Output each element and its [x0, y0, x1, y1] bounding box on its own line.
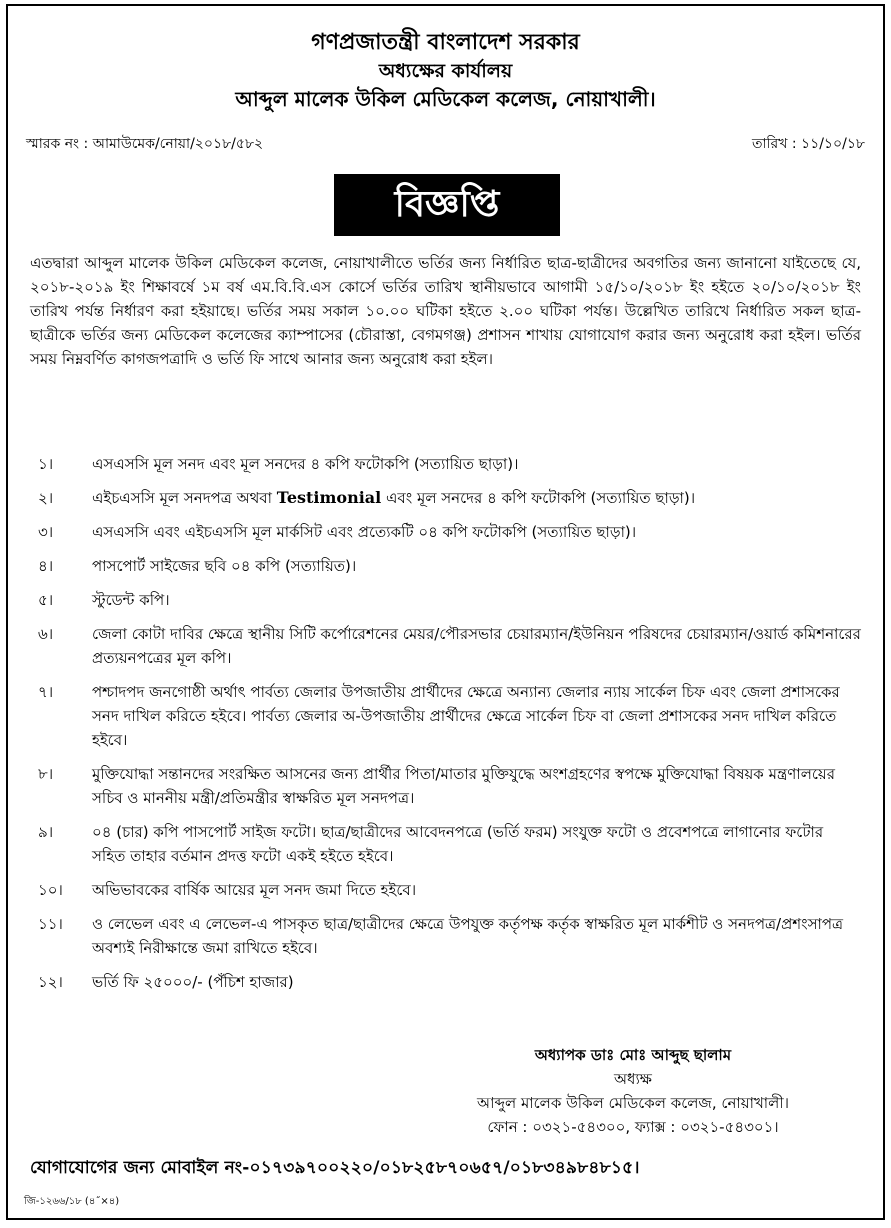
list-item: [30, 554, 861, 578]
list-item: [30, 680, 861, 752]
college-title: আব্দুল মালেক উকিল মেডিকেল কলেজ, নোয়াখালী।: [235, 87, 656, 111]
list-item: [30, 970, 861, 994]
list-item: [30, 912, 861, 960]
item-text: পশ্চাদপদ জনগোষ্ঠী অর্থাৎ পার্বত্য জেলার উপজাতীয় প্রার্থীদের ক্ষেত্রে অন্যান্য জেলার ন্যায় সার্কেল চিফ এবং জেলা প্রশাসকের সনদ দাখিল করিতে হইবে। পার্বত্য জেলার অ-উপজাতীয় প্রার্থীদের ক্ষেত্রে সার্কেল চিফ বা জেলা প্রশাসকের সনদ দাখিল করিতে হইবে।: [92, 683, 840, 749]
item-number: ৭।: [38, 683, 54, 701]
list-item: [30, 452, 861, 476]
item-number: ১২।: [38, 973, 63, 991]
government-title: গণপ্রজাতন্ত্রী বাংলাদেশ সরকার: [311, 30, 580, 55]
item-text: এইচএসসি মূল সনদপত্র অথবা Testimonial এবং মূল সনদের ৪ কপি ফটোকপি (সত্যায়িত ছাড়া)।: [92, 488, 696, 507]
item-text: স্টুডেন্ট কপি।: [92, 591, 170, 609]
phone-fax: ফোন : ০৩২১-৫৪৩০০, ফ্যাক্স : ০৩২১-৫৪৩০১।: [487, 1118, 779, 1136]
list-item: [30, 878, 861, 902]
signatory-name: অধ্যাপক ডাঃ মোঃ আব্দুছ ছালাম: [534, 1046, 732, 1064]
list-item: [30, 622, 861, 670]
item-number: ৩।: [38, 523, 54, 541]
item-text: মুক্তিযোদ্ধা সন্তানদের সংরক্ষিত আসনের জন্য প্রার্থীর পিতা/মাতার মুক্তিযুদ্ধে অংশগ্রহণের স্বপক্ষে মুক্তিযোদ্ধা বিষয়ক মন্ত্রণালয়ের সচিব ও মাননীয় মন্ত্রী/প্রতিমন্ত্রীর স্বাক্ষরিত মূল সনদপত্র।: [92, 765, 836, 807]
item-number: ৪।: [38, 557, 54, 575]
office-title: অধ্যক্ষের কার্যালয়: [378, 60, 513, 82]
letterhead: [8, 28, 883, 114]
print-code: জি-১২৬৬/১৮ (৪˝×৪): [24, 1196, 120, 1207]
item-number: ৬।: [38, 625, 54, 643]
memo-number: স্মারক নং : আমাউমেক/নোয়া/২০১৮/৫৮২: [26, 136, 264, 152]
item-text: জেলা কোটা দাবির ক্ষেত্রে স্থানীয় সিটি কর্পোরেশনের মেয়র/পৌরসভার চেয়ারম্যান/ইউনিয়ন পরিষদের চেয়ারম্যান/ওয়ার্ড কমিশনারের প্রত্যয়নপত্রের মূল কপি।: [92, 625, 861, 667]
list-item: [30, 820, 861, 868]
list-item: [30, 520, 861, 544]
item-number: ৫।: [38, 591, 54, 609]
item-number: ১১।: [38, 915, 63, 933]
item-number: ২।: [38, 489, 54, 507]
item-text: অভিভাবকের বার্ষিক আয়ের মূল সনদ জমা দিতে হইবে।: [92, 881, 417, 899]
signatory-title: অধ্যক্ষ: [614, 1070, 652, 1088]
list-item: [30, 486, 861, 510]
item-number: ১।: [38, 455, 54, 473]
item-number: ১০।: [38, 881, 63, 899]
testimonial-term: Testimonial: [276, 488, 382, 507]
item-text: ০৪ (চার) কপি পাসপোর্ট সাইজ ফটো। ছাত্র/ছাত্রীদের আবেদনপত্রে (ভর্তি ফরম) সংযুক্ত ফটো ও প্রবেশপত্রে লাগানোর ফটোর সহিত তাহার বর্তমান প্রদত্ত ফটো একই হইতে হইবে।: [92, 823, 824, 865]
notice-banner: বিজ্ঞপ্তি: [334, 174, 560, 236]
signatory-college: আব্দুল মালেক উকিল মেডিকেল কলেজ, নোয়াখালী।: [476, 1094, 789, 1112]
list-item: [30, 762, 861, 810]
signature-block: [423, 1043, 843, 1139]
requirements-list: [30, 452, 861, 1004]
notice-date: তারিখ : ১১/১০/১৮: [751, 136, 865, 152]
list-item: [30, 588, 861, 612]
item-text: ও লেভেল এবং এ লেভেল-এ পাসকৃত ছাত্র/ছাত্রীদের ক্ষেত্রে উপযুক্ত কর্তৃপক্ষ কর্তৃক স্বাক্ষরিত মূল মার্কশীট ও সনদপত্র/প্রশংসাপত্র অবশ্যই নিরীক্ষান্তে জমা রাখিতে হইবে।: [92, 915, 844, 957]
intro-paragraph: এতদ্বারা আব্দুল মালেক উকিল মেডিকেল কলেজ, নোয়াখালীতে ভর্তির জন্য নির্ধারিত ছাত্র-ছাত্রীদের অবগতির জন্য জানানো যাইতেছে যে, ২০১৮-২০১৯ ইং শিক্ষাবর্ষে ১ম বর্ষ এম.বি.বি.এস কোর্সে ভর্তির তারিখ স্থানীয়ভাবে আগামী ১৫/১০/২০১৮ ইং হইতে ২০/১০/২০১৮ ইং তারিখ পর্যন্ত নির্ধারণ করা হইয়াছে। ভর্তির সময় সকাল ১০.০০ ঘটিকা হইতে ২.০০ ঘটিকা পর্যন্ত। উল্লেখিত তারিখে নির্ধারিত সকল ছাত্র-ছাত্রীকে ভর্তির জন্য মেডিকেল কলেজের ক্যাম্পাসের (চৌরাস্তা, বেগমগঞ্জ) প্রশাসন শাখায় যোগাযোগ করার জন্য অনুরোধ করা হইল। ভর্তির সময় নিম্নবর্ণিত কাগজপত্রাদি ও ভর্তি ফি সাথে আনার জন্য অনুরোধ করা হইল।: [30, 254, 861, 368]
item-number: ৯।: [38, 823, 54, 841]
contact-line: যোগাযোগের জন্য মোবাইল নং-০১৭৩৯৭০০২২০/০১৮২৫৮৭০৬৫৭/০১৮৩৪৯৮৪৮১৫।: [30, 1158, 640, 1178]
item-text: ভর্তি ফি ২৫০০০/- (পঁচিশ হাজার): [92, 973, 294, 991]
item-text: এসএসসি মূল সনদ এবং মূল সনদের ৪ কপি ফটোকপি (সত্যায়িত ছাড়া)।: [92, 455, 519, 473]
item-text: এসএসসি এবং এইচএসসি মূল মার্কসিট এবং প্রত্যেকটি ০৪ কপি ফটোকপি (সত্যায়িত ছাড়া)।: [92, 523, 637, 541]
notice-page: [6, 4, 885, 1220]
item-text: পাসপোর্ট সাইজের ছবি ০৪ কপি (সত্যায়িত)।: [92, 557, 357, 575]
item-number: ৮।: [38, 765, 54, 783]
